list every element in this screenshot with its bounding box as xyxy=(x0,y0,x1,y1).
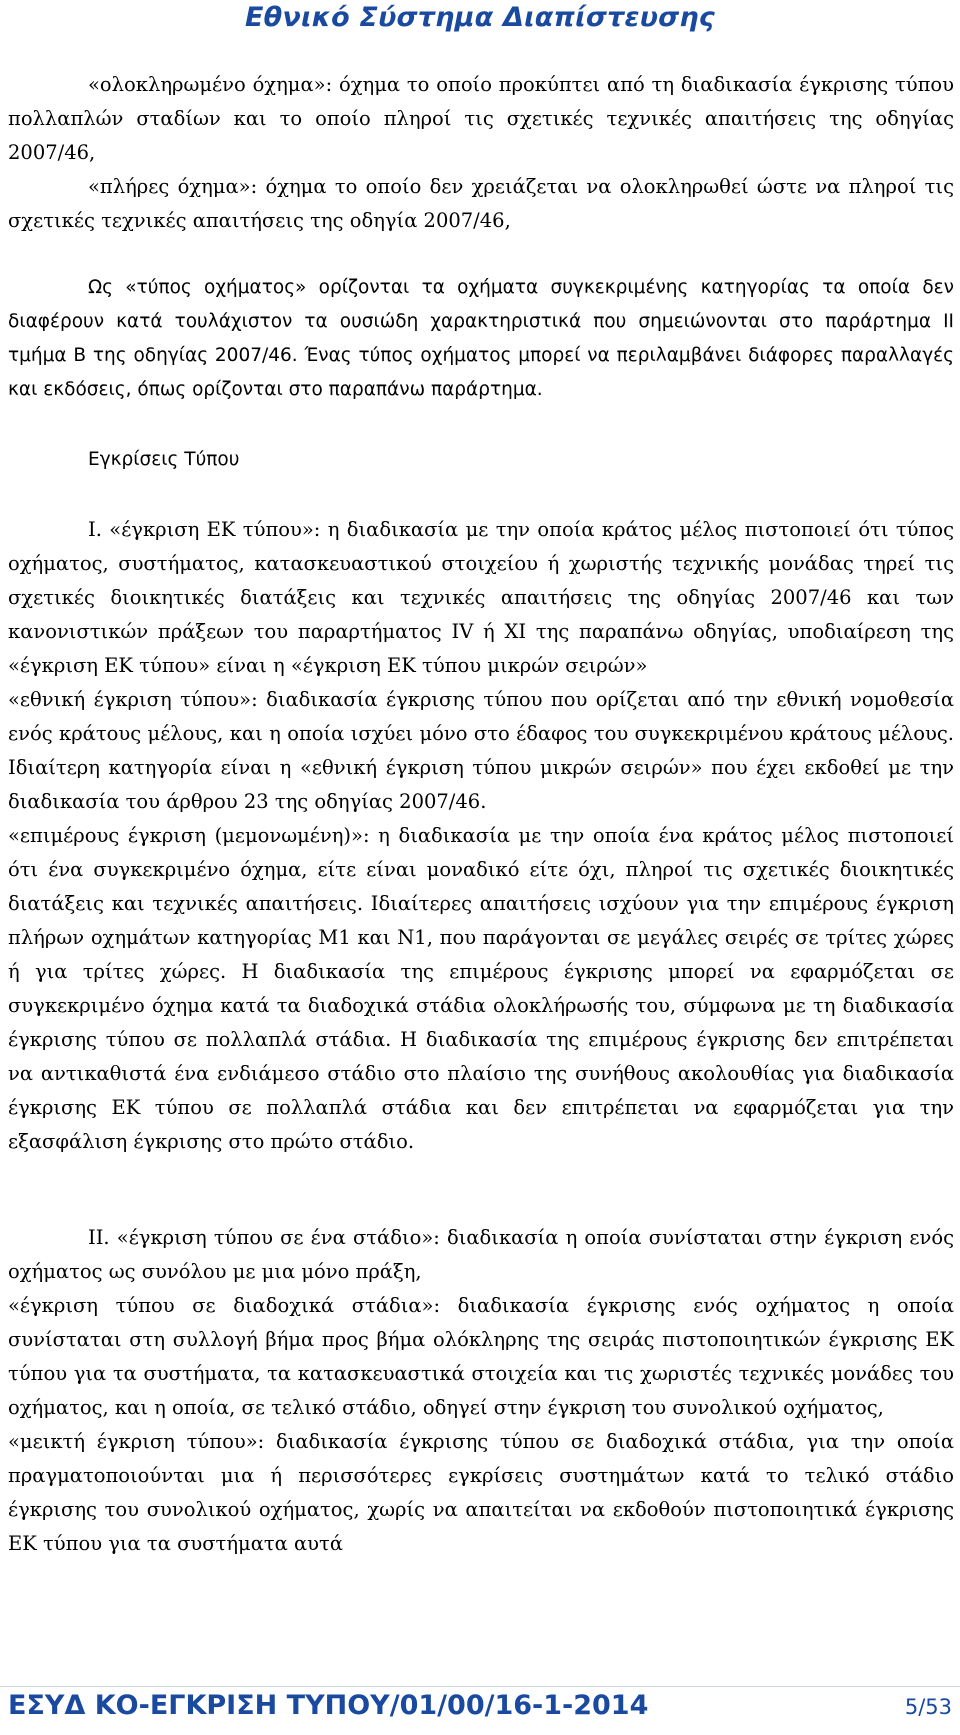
definition-individual-approval: «επιμέρους έγκριση (μεμονωμένη)»: η διαδικασία με την οποία ένα κράτος μέλος πιστοποιεί ότι ένα συγκεκριμένο όχημα, είτε είναι μοναδικό είτε όχι, πληροί τις σχετικές διοικητικές διατάξεις και τεχνικές απαιτήσεις. Ιδιαίτερες απαιτήσεις ισχύουν για την επιμέρους έγκριση πλήρων οχημάτων κατηγορίας Μ1 και Ν1, που παράγονται σε μεγάλες σειρές σε τρίτες χώρες ή για τρίτες χώρες. Η διαδικασία της επιμέρους έγκρισης μπορεί να εφαρμόζεται σε συγκεκριμένο όχημα κατά τα διαδοχικά στάδια ολοκλήρωσής του, σύμφωνα με τη διαδικασία έγκρισης τύπου σε πολλαπλά στάδια. Η διαδικασία της επιμέρους έγκρισης δεν επιτρέπεται να αντικαθιστά ένα ενδιάμεσο στάδιο στο πλαίσιο της συνήθους ακολουθίας για διαδικασία έγκρισης ΕΚ τύπου σε πολλαπλά στάδια και δεν επιτρέπεται να εφαρμόζεται για την εξασφάλιση έγκρισης στο πρώτο στάδιο. xyxy=(8,824,954,1153)
section-title: Εγκρίσεις Τύπου xyxy=(88,449,240,470)
footer-divider xyxy=(0,1686,960,1687)
document-body xyxy=(8,68,954,1561)
definition-ec-type-approval: Ι. «έγκριση ΕΚ τύπου»: η διαδικασία με την οποία κράτος μέλος πιστοποιεί ότι τύπος οχήματος, συστήματος, κατασκευαστικού στοιχείου ή χωριστής τεχνικής μονάδας τηρεί τις σχετικές διοικητικές διατάξεις και τεχνικές απαιτήσεις της οδηγίας 2007/46 και των κανονιστικών πράξεων του παραρτήματος IV ή ΧΙ της παραπάνω οδηγίας, υποδιαίρεση της «έγκριση ΕΚ τύπου» είναι η «έγκριση ΕΚ τύπου μικρών σειρών» xyxy=(8,518,954,677)
definition-full-vehicle: «πλήρες όχημα»: όχημα το οποίο δεν χρειάζεται να ολοκληρωθεί ώστε να πληροί τις σχετικές τεχνικές απαιτήσεις της οδηγία 2007/46, xyxy=(8,175,954,232)
page-number: 5/53 xyxy=(904,1695,952,1719)
definition-single-step-approval: ΙΙ. «έγκριση τύπου σε ένα στάδιο»: διαδικασία η οποία συνίσταται στην έγκριση ενός οχήματος ως συνόλου με μια μόνο πράξη, xyxy=(8,1226,954,1283)
definition-vehicle-type: Ως «τύπος οχήματος» ορίζονται τα οχήματα συγκεκριμένης κατηγορίας τα οποία δεν διαφέρουν κατά τουλάχιστον τα ουσιώδη χαρακτηριστικά που σημειώνονται στο παράρτημα ΙΙ τμήμα Β της οδηγίας 2007/46. Ένας τύπος οχήματος μπορεί να περιλαμβάνει διάφορες παραλλαγές και εκδόσεις, όπως ορίζονται στο παραπάνω παράρτημα. xyxy=(8,277,954,400)
document-footer xyxy=(8,1690,952,1730)
definition-mixed-approval: «μεικτή έγκριση τύπου»: διαδικασία έγκρισης τύπου σε διαδοχικά στάδια, για την οποία πραγματοποιούνται μια ή περισσότερες εγκρίσεις συστημάτων κατά το τελικό στάδιο έγκρισης του συνολικού οχήματος, χωρίς να απαιτείται να εκδοθούν πιστοποιητικά έγκρισης ΕΚ τύπου για τα συστήματα αυτά xyxy=(8,1430,954,1555)
document-header-title: Εθνικό Σύστημα Διαπίστευσης xyxy=(244,2,716,33)
definition-complete-vehicle: «ολοκληρωμένο όχημα»: όχημα το οποίο προκύπτει από τη διαδικασία έγκρισης τύπου πολλαπλών σταδίων και το οποίο πληροί τις σχετικές τεχνικές απαιτήσεις της οδηγίας 2007/46, xyxy=(8,73,954,164)
definition-step-by-step-approval: «έγκριση τύπου σε διαδοχικά στάδια»: διαδικασία έγκρισης ενός οχήματος η οποία συνίσταται στη συλλογή βήμα προς βήμα ολόκληρης της σειράς πιστοποιητικών έγκρισης ΕΚ τύπου για τα συστήματα, τα κατασκευαστικά στοιχεία και τις χωριστές τεχνικές μονάδες του οχήματος, και η οποία, σε τελικό στάδιο, οδηγεί στην έγκριση του συνολικού οχήματος, xyxy=(8,1294,954,1419)
document-code: ΕΣΥΔ ΚΟ-ΕΓΚΡΙΣΗ ΤΥΠΟΥ/01/00/16-1-2014 xyxy=(8,1690,649,1721)
definition-national-approval: «εθνική έγκριση τύπου»: διαδικασία έγκρισης τύπου που ορίζεται από την εθνική νομοθεσία ενός κράτους μέλους, και η οποία ισχύει μόνο στο έδαφος του συγκεκριμένου κράτους μέλους. Ιδιαίτερη κατηγορία είναι η «εθνική έγκριση τύπου μικρών σειρών» που έχει εκδοθεί με την διαδικασία του άρθρου 23 της οδηγίας 2007/46. xyxy=(8,688,954,813)
